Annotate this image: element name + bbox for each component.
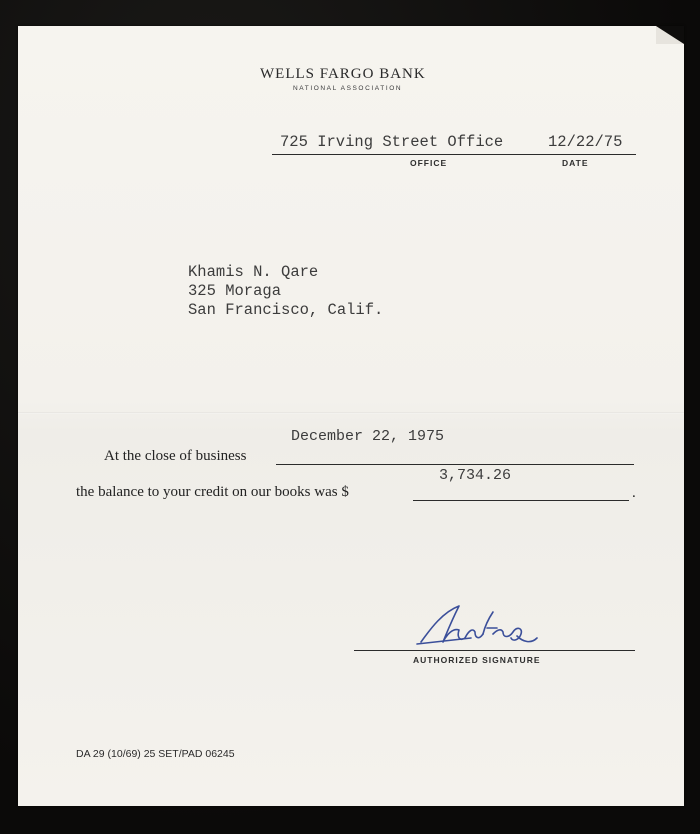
- authorized-signature: [413, 598, 543, 654]
- bank-name: WELLS FARGO BANK: [260, 66, 426, 82]
- close-date-rule: [276, 464, 634, 465]
- paper-corner-fold: [656, 26, 684, 44]
- balance-label: the balance to your credit on our books was $: [76, 484, 349, 500]
- office-date-rule: [272, 154, 636, 155]
- date-caption: DATE: [562, 158, 589, 168]
- recipient-name: Khamis N. Qare: [188, 263, 319, 281]
- date-value: 12/22/75: [548, 133, 623, 151]
- balance-value: 3,734.26: [439, 467, 512, 484]
- balance-period: .: [632, 485, 636, 501]
- form-code: DA 29 (10/69) 25 SET/PAD 06245: [76, 748, 235, 760]
- bank-subtitle: NATIONAL ASSOCIATION: [293, 85, 403, 92]
- signature-caption: AUTHORIZED SIGNATURE: [413, 655, 541, 665]
- statement-paper: [18, 26, 684, 806]
- office-value: 725 Irving Street Office: [280, 133, 504, 151]
- close-date-value: December 22, 1975: [291, 428, 445, 445]
- close-of-business-label: At the close of business: [104, 448, 247, 464]
- office-caption: OFFICE: [410, 158, 448, 168]
- signature-rule: [354, 650, 635, 651]
- recipient-street: 325 Moraga: [188, 282, 282, 300]
- paper-fold-line: [18, 412, 684, 414]
- balance-rule: [413, 500, 629, 501]
- recipient-city: San Francisco, Calif.: [188, 301, 384, 319]
